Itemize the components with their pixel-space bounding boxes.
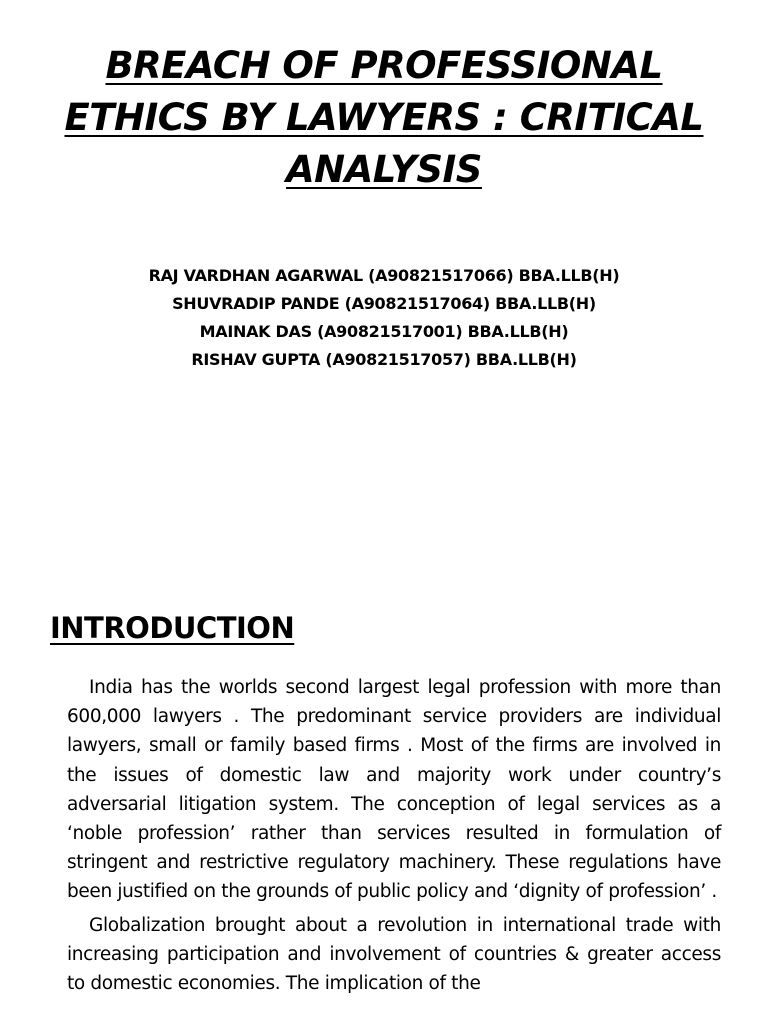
- author-line: RAJ VARDHAN AGARWAL (A90821517066) BBA.LLB(H): [148, 266, 620, 285]
- author-line: MAINAK DAS (A90821517001) BBA.LLB(H): [199, 322, 569, 341]
- introduction-body: [67, 673, 721, 1002]
- title-line: BREACH OF PROFESSIONAL: [105, 44, 663, 87]
- author-line: SHUVRADIP PANDE (A90821517064) BBA.LLB(H): [172, 294, 596, 313]
- section-heading-introduction: INTRODUCTION: [50, 611, 295, 645]
- title-line: ETHICS BY LAWYERS : CRITICAL: [64, 96, 704, 139]
- document-title: [40, 40, 728, 196]
- paragraph: Globalization brought about a revolution in international trade with increasing participation and involvement of countries & greater access to domestic economies. The implication of the: [67, 914, 721, 995]
- paragraph: India has the worlds second largest legal profession with more than 600,000 lawyers . The predominant service providers are individual lawyers, small or family based firms . Most of the firms are involved in the issues of domestic law and majority work under country’s adversarial litigation system. The conception of legal services as a ‘noble profession’ rather than services resulted in formulation of stringent and restrictive regulatory machinery. These regulations have been justified on the grounds of public policy and ‘dignity of profession’ .: [67, 677, 721, 903]
- author-line: RISHAV GUPTA (A90821517057) BBA.LLB(H): [191, 350, 577, 369]
- title-line: ANALYSIS: [286, 148, 482, 191]
- author-list: [40, 262, 728, 374]
